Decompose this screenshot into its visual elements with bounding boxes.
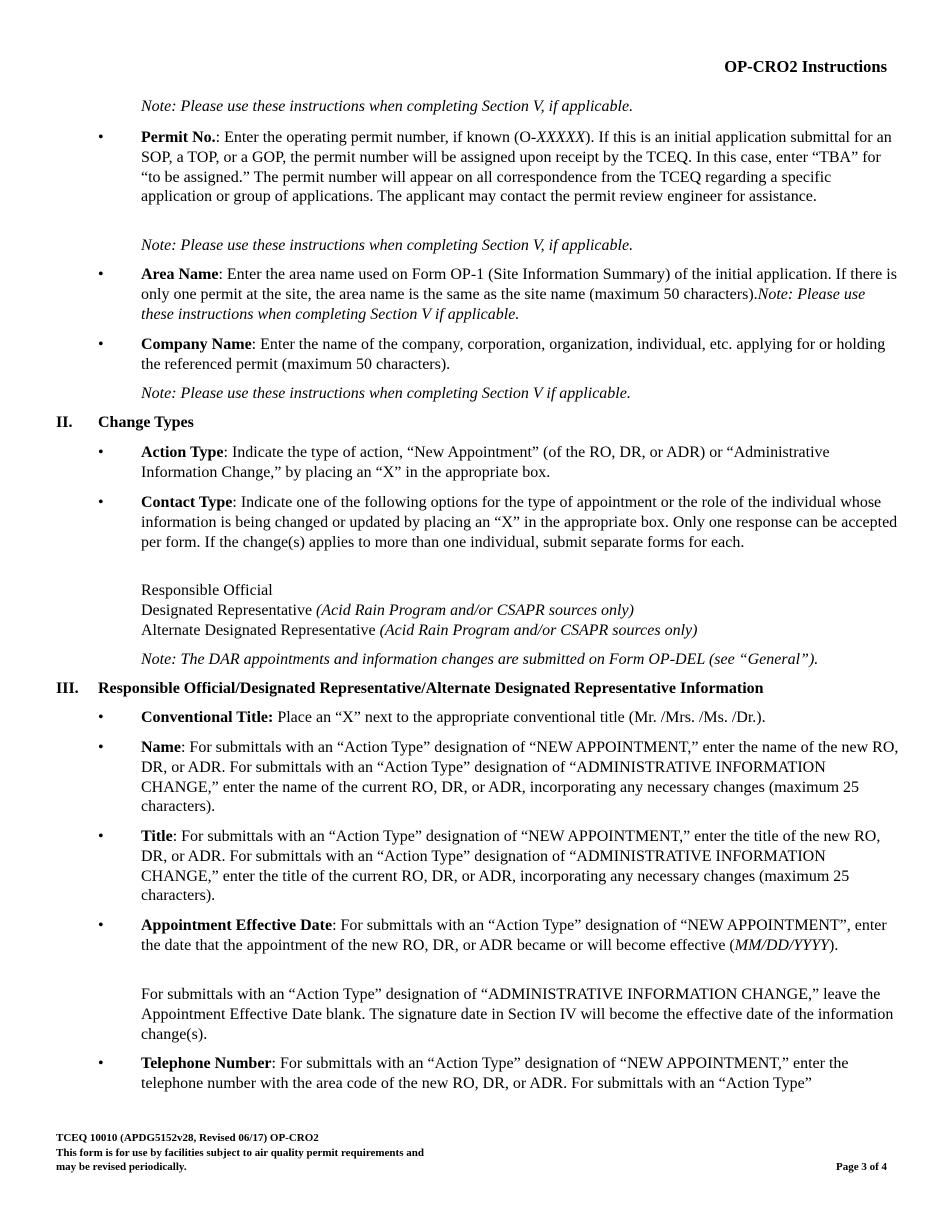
appt-label: Appointment Effective Date [141,917,333,934]
bullet-area-name [141,265,901,324]
area-note: Note: Please use these instructions when completing Section V if applicable. [141,285,866,323]
note-section-v: Note: Please use these instructions when completing Section V, if applicable. [141,98,634,115]
contact-type-label: Contact Type [141,494,233,511]
footer-line: This form is for use by facilities subject to air quality permit requirements and [56,1146,424,1159]
section-3-title: Responsible Official/Designated Representative/Alternate Designated Representative Information [98,680,764,697]
bullet-title [141,827,901,906]
contact-type-text: : Indicate one of the following options for the type of appointment or the role of the individual whose information is being changed or updated by placing an “X” in the appropriate box. Only one response can be accepted per form. If the change(s) applies to more than one individual, submit separate forms for each. [141,494,898,551]
area-label: Area Name [141,266,219,283]
tel-text: : For submittals with an “Action Type” designation of “NEW APPOINTMENT,” enter the telephone number with the area code of the new RO, DR, or ADR. For submittals with an “Action Type” [141,1055,849,1092]
page-header-title: OP-CRO2 Instructions [724,57,887,76]
note-dar: Note: The DAR appointments and information changes are submitted on Form OP-DEL (see “General”). [141,651,819,668]
role-item [141,601,901,621]
permit-format: XXXXX [536,129,586,146]
area-text: : Enter the area name used on Form OP-1 (Site Information Summary) of the initial application. If there is only one permit at the site, the area name is the same as the site name (maximum 50 characters). [141,266,897,303]
page-number: Page 3 of 4 [835,1161,887,1173]
role-list [141,581,901,640]
appt-text-2: ). [829,936,839,954]
bullet-telephone [141,1054,901,1094]
section-3-number: III. [56,680,79,697]
footer-line: TCEQ 10010 (APDG5152v28, Revised 06/17) OP-CRO2 [56,1132,319,1144]
role-name: Alternate Designated Representative [141,621,380,639]
bullet-conventional-title [141,708,901,728]
tel-label: Telephone Number [141,1055,272,1072]
conv-title-text: Place an “X” next to the appropriate conventional title (Mr. /Mrs. /Ms. /Dr.). [273,709,766,726]
action-type-text: : Indicate the type of action, “New Appointment” (of the RO, DR, or ADR) or “Administrative Information Change,” by placing an “X” in the appropriate box. [141,444,830,481]
bullet-name [141,738,901,817]
bullet-permit-no [141,128,901,207]
role-name: Responsible Official [141,582,273,599]
section-2-title: Change Types [98,414,194,431]
note-section-v-3: Note: Please use these instructions when completing Section V if applicable. [141,385,631,402]
bullet-appointment-date [141,916,901,956]
company-text: : Enter the name of the company, corporation, organization, individual, etc. applying for or holding the referenced permit (maximum 50 characters). [141,336,886,373]
permit-text-2: ). If this is an initial application submittal for an SOP, a TOP, or a GOP, the permit number will be assigned upon receipt by the TCEQ. In this case, enter “TBA” for “to be assigned.” The permit number will appear on all correspondence from the TCEQ regarding a specific application or group of applications. The applicant may contact the permit review engineer for assistance. [141,129,892,206]
action-type-label: Action Type [141,444,224,461]
conv-title-label: Conventional Title: [141,709,274,726]
note-section-v-2: Note: Please use these instructions when completing Section V, if applicable. [141,237,634,254]
section-2-number: II. [56,414,73,431]
appt-paragraph-2: For submittals with an “Action Type” designation of “ADMINISTRATIVE INFORMATION CHANGE,” leave the Appointment Effective Date blank. The signature date in Section IV will become the effective date of the information change(s). [141,986,894,1043]
footer-form-info [56,1131,424,1175]
appt-format: MM/DD/YYYY [734,936,829,954]
title-text: : For submittals with an “Action Type” designation of “NEW APPOINTMENT,” enter the title of the new RO, DR, or ADR. For submittals with an “Action Type” designation of “ADMINISTRATIVE INFORMATION CHANGE,” enter the title of the current RO, DR, or ADR, incorporating any necessary changes (maximum 25 characters). [141,828,881,905]
name-label: Name [141,739,181,756]
company-label: Company Name [141,336,252,353]
bullet-company-name [141,335,901,375]
bullet-contact-type [141,493,901,552]
permit-label: Permit No. [141,129,216,146]
permit-text: : Enter the operating permit number, if known (O- [215,129,537,146]
appt-text: : For submittals with an “Action Type” designation of “NEW APPOINTMENT”, enter the date that the appointment of the new RO, DR, or ADR became or will become effective ( [141,917,887,954]
role-item [141,621,901,641]
name-text: : For submittals with an “Action Type” designation of “NEW APPOINTMENT,” enter the name of the new RO, DR, or ADR. For submittals with an “Action Type” designation of “ADMINISTRATIVE INFORMATION CHANGE,” enter the name of the current RO, DR, or ADR, incorporating any necessary changes (maximum 25 characters). [141,739,899,816]
role-note: (Acid Rain Program and/or CSAPR sources only) [379,621,698,639]
role-item [141,581,901,601]
role-note: (Acid Rain Program and/or CSAPR sources only) [316,601,634,619]
title-label: Title [141,828,173,845]
footer-line: may be revised periodically. [56,1161,187,1173]
role-name: Designated Representative [141,601,317,619]
bullet-action-type [141,443,901,483]
